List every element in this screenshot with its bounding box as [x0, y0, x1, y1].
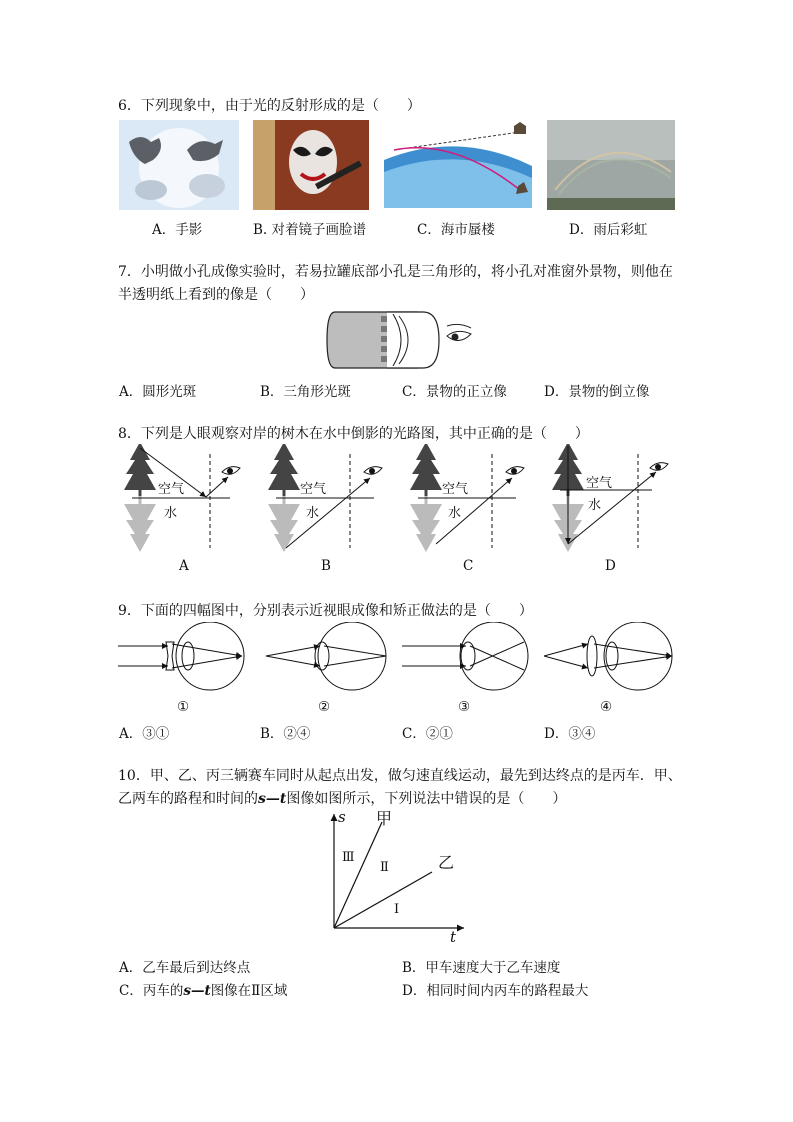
- q10-stem-line2-post: 图像如图所示，下列说法中错误的是（ ）: [286, 791, 567, 807]
- q8b-water-label: 水: [306, 506, 320, 521]
- eye-diagram-3: [402, 622, 528, 690]
- eye-diagram-4: [544, 622, 672, 690]
- t-axis-label: t: [450, 928, 457, 946]
- q10-option-c-post: 图像在Ⅱ区域: [210, 983, 288, 999]
- line-jia: [334, 822, 382, 928]
- q7-option-c[interactable]: C．景物的正立像: [402, 384, 507, 400]
- q8b-air-label: 空气: [300, 482, 327, 497]
- q9-option-a[interactable]: A．③①: [119, 726, 170, 742]
- eye-icon: [447, 324, 471, 340]
- q9-label-3: ③: [458, 699, 471, 715]
- q8-stem: 8．下列是人眼观察对岸的树木在水中倒影的光路图，其中正确的是（ ）: [118, 426, 589, 442]
- q10-option-d[interactable]: D．相同时间内丙车的路程最大: [402, 983, 589, 999]
- q7-option-b[interactable]: B．三角形光斑: [260, 384, 351, 400]
- q8-label-a[interactable]: A: [179, 558, 189, 574]
- q6-option-b[interactable]: B. 对着镜子画脸谱: [253, 222, 367, 238]
- q8c-air-label: 空气: [442, 482, 469, 497]
- q10-option-b[interactable]: B．甲车速度大于乙车速度: [402, 960, 561, 976]
- q9-label-1: ①: [177, 699, 190, 715]
- q7-option-d[interactable]: D．景物的倒立像: [544, 384, 650, 400]
- q6-option-d[interactable]: D．雨后彩虹: [569, 222, 648, 238]
- q8d-air-label: 空气: [586, 476, 613, 491]
- q7-stem-line2: 半透明纸上看到的像是（ ）: [118, 287, 314, 303]
- eye-diagram-1: [118, 622, 244, 690]
- pinhole-can-diagram: [325, 310, 475, 370]
- q8-label-b[interactable]: B: [321, 558, 331, 574]
- region-1-label: Ⅰ: [394, 902, 400, 917]
- s-axis-label: s: [338, 808, 346, 826]
- yi-label: 乙: [438, 853, 455, 872]
- q8-diagram-c: [404, 444, 534, 552]
- q8c-water-label: 水: [448, 506, 462, 521]
- q10-stem-line2: [118, 788, 566, 808]
- q8-label-c[interactable]: C: [463, 558, 474, 574]
- q8a-water-label: 水: [164, 506, 178, 521]
- q7-option-a[interactable]: A．圆形光斑: [119, 384, 197, 400]
- q9-option-b[interactable]: B．②④: [260, 726, 311, 742]
- rainbow-image: [547, 120, 675, 210]
- q9-label-4: ④: [600, 699, 613, 715]
- q9-label-2: ②: [318, 699, 331, 715]
- mirage-diagram-image: [384, 120, 532, 208]
- region-2-label: Ⅱ: [380, 860, 389, 875]
- q8-diagram-a: [118, 444, 248, 552]
- q10-option-a[interactable]: A．乙车最后到达终点: [119, 960, 251, 976]
- q10-st-graph: [326, 806, 472, 948]
- q10-stem-line2-pre: 乙两车的路程和时间的: [118, 791, 258, 807]
- q7-stem-line1: 7．小明做小孔成像实验时，若易拉罐底部小孔是三角形的，将小孔对准窗外景物，则他在: [118, 264, 673, 280]
- eye-diagram-2: [266, 622, 386, 690]
- q8-diagram-d: [546, 444, 676, 552]
- q9-stem: 9．下面的四幅图中，分别表示近视眼成像和矫正做法的是（ ）: [118, 603, 533, 619]
- q8-label-d[interactable]: D: [605, 558, 616, 574]
- line-yi: [334, 872, 432, 928]
- q10-option-c-st: s—t: [183, 983, 211, 999]
- q10-stem-st: s—t: [258, 791, 287, 807]
- q6-stem: 6．下列现象中，由于光的反射形成的是（ ）: [118, 98, 421, 114]
- q6-option-c[interactable]: C．海市蜃楼: [417, 222, 495, 238]
- q10-option-c[interactable]: [119, 979, 287, 999]
- q10-option-c-pre: C．丙车的: [119, 983, 184, 999]
- q9-eye-diagrams: [116, 622, 680, 694]
- q9-option-c[interactable]: C．②①: [402, 726, 453, 742]
- opera-mask-image: [253, 120, 369, 210]
- q8-diagram-b: [262, 444, 392, 552]
- hand-shadow-image: [119, 120, 239, 210]
- q8d-water-label: 水: [588, 498, 602, 513]
- q10-stem-line1: 10．甲、乙、丙三辆赛车同时从起点出发，做匀速直线运动，最先到达终点的是丙车．甲、: [118, 768, 682, 784]
- q6-option-a[interactable]: A．手影: [152, 222, 203, 238]
- q9-option-d[interactable]: D．③④: [544, 726, 596, 742]
- jia-label: 甲: [376, 809, 393, 828]
- region-3-label: Ⅲ: [342, 850, 355, 865]
- q8a-air-label: 空气: [158, 482, 185, 497]
